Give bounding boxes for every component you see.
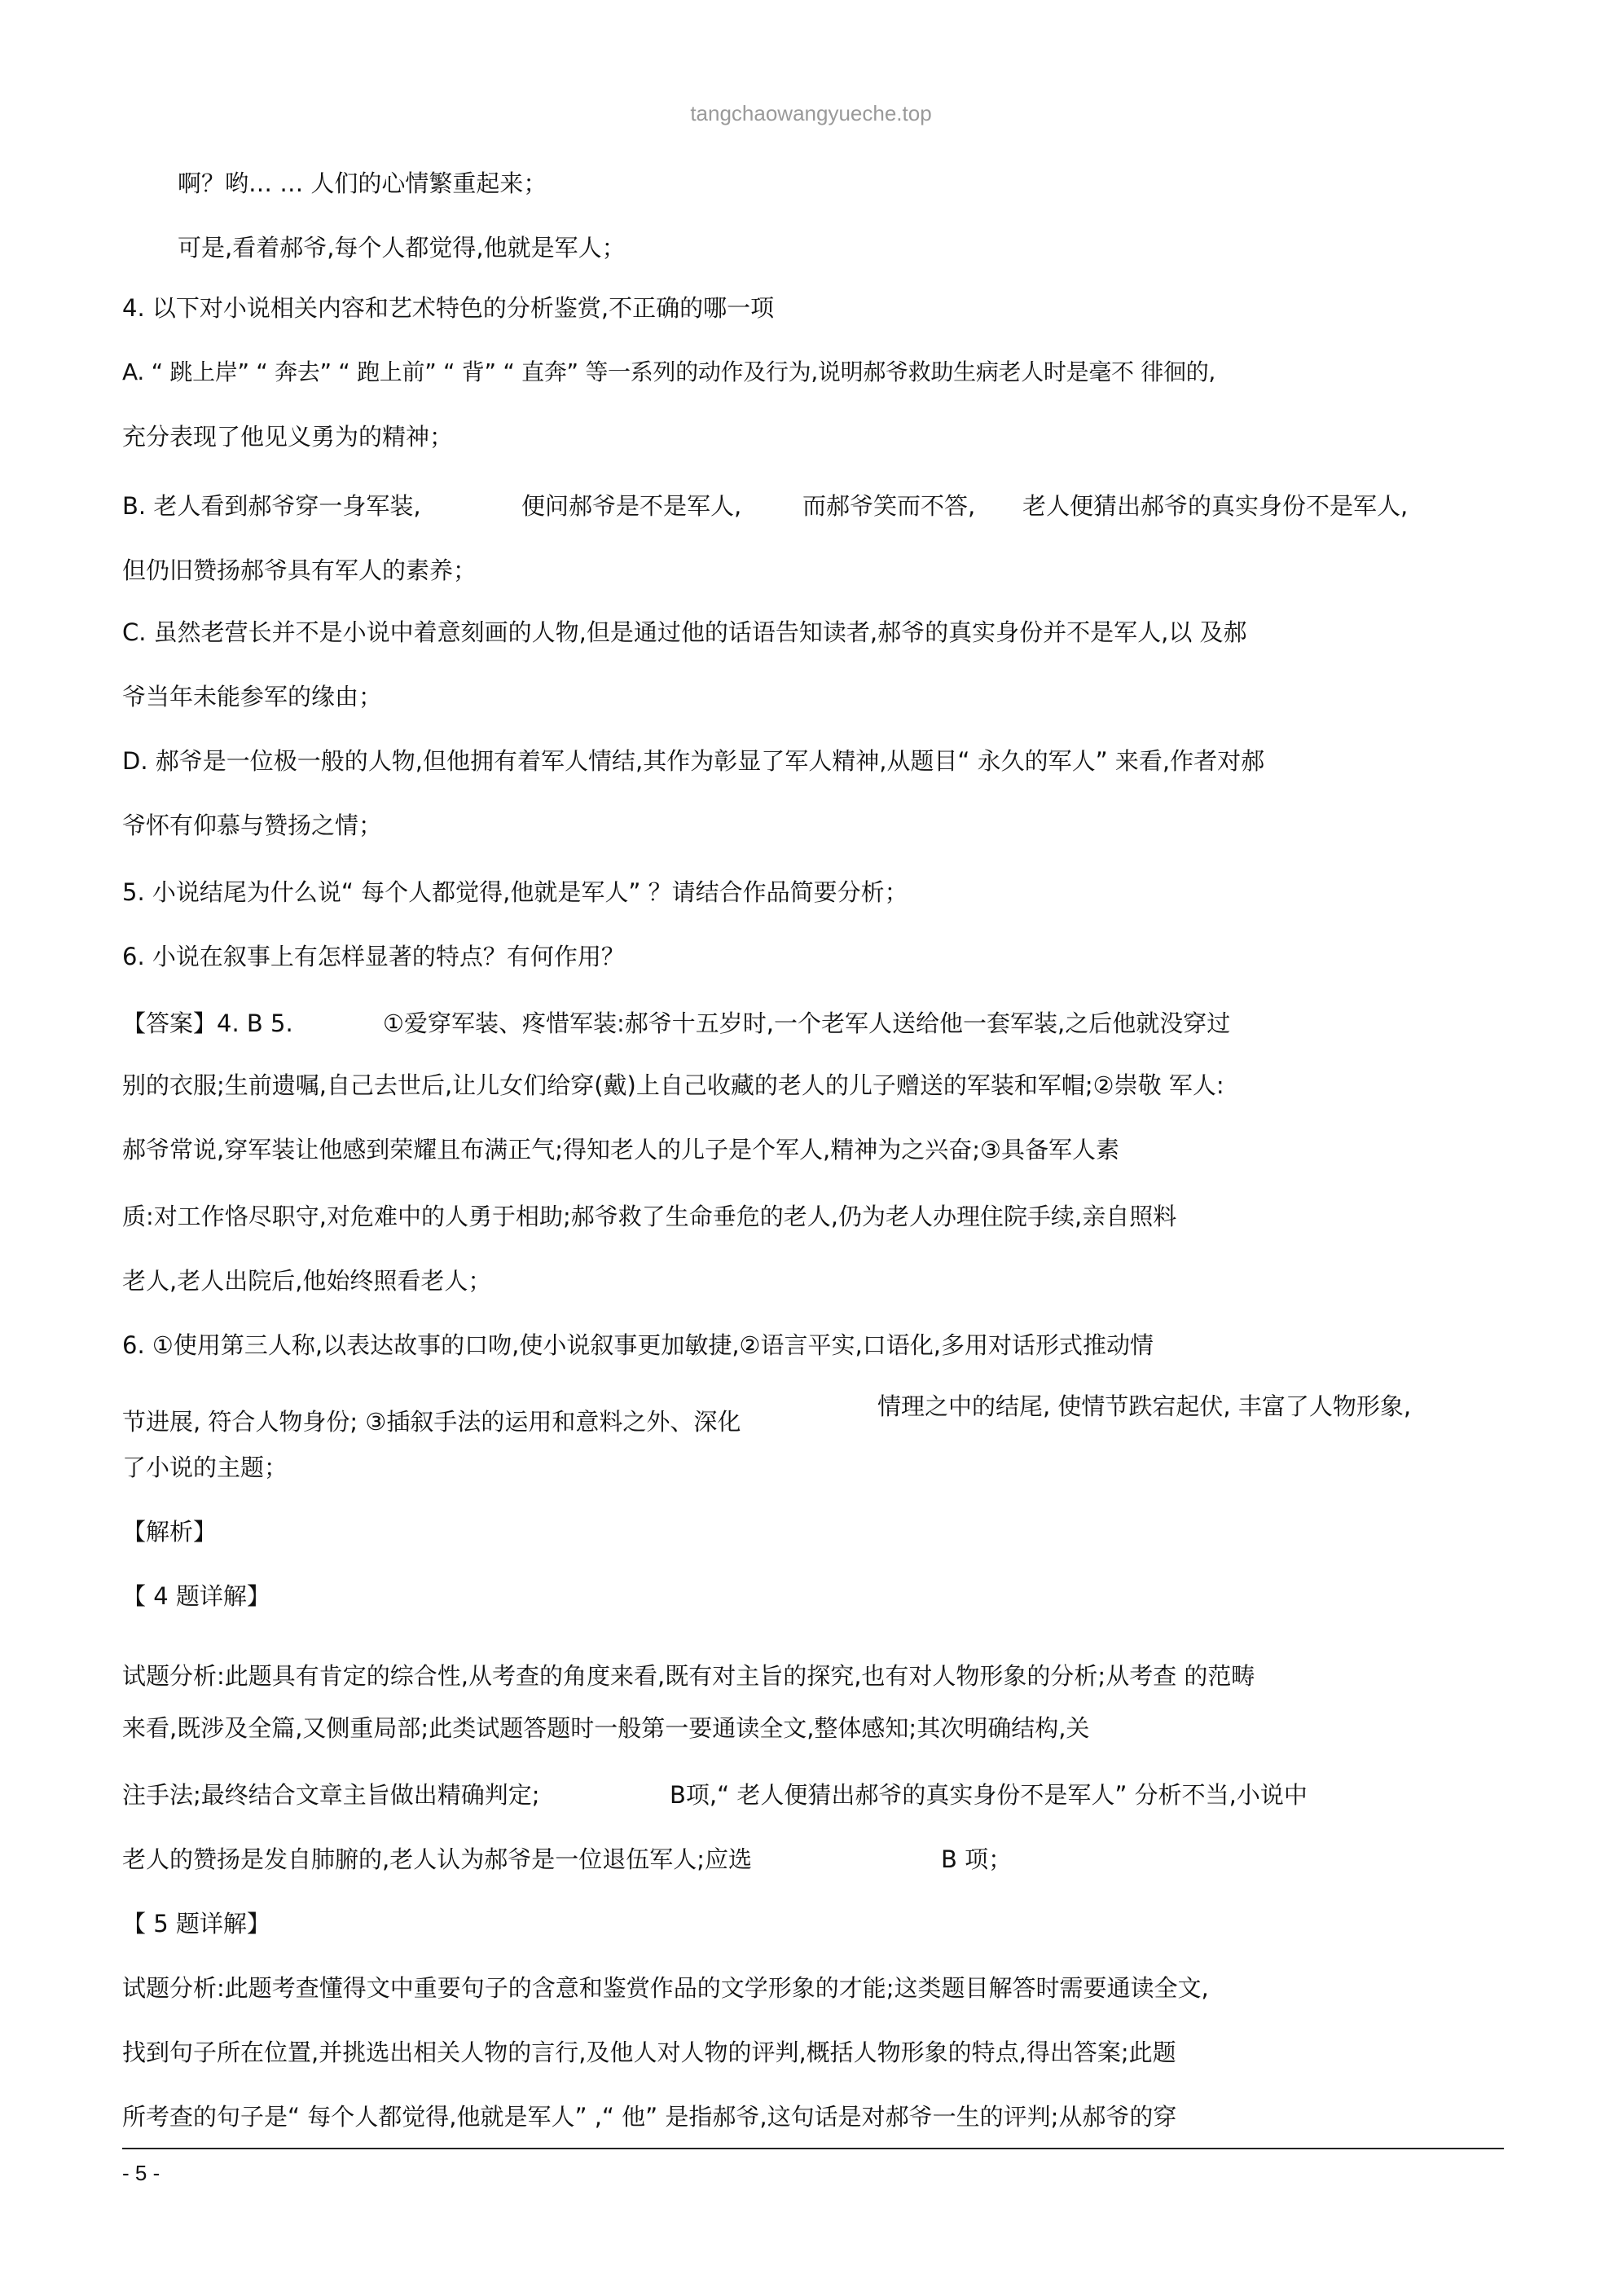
text-line: B项,“ 老人便猜出郝爷的真实身份不是军人” 分析不当,小说中 (670, 1781, 1308, 1809)
text-line: 别的衣服;生前遗嘱,自己去世后,让儿女们给穿(戴)上自己收藏的老人的儿子赠送的军装和军帽;②崇敬 军人: (122, 1071, 1224, 1099)
page-header-url: tangchaowangyueche.top (690, 101, 932, 125)
question-4: 4. 以下对小说相关内容和艺术特色的分析鉴赏,不正确的哪一项 (122, 294, 775, 322)
text-line: B 项； (941, 1845, 1013, 1873)
text-line: 爷怀有仰慕与赞扬之情； (122, 812, 383, 839)
text-line: 而郝爷笑而不答, (802, 492, 976, 520)
text-line: 老人便猜出郝爷的真实身份不是军人, (1022, 492, 1409, 520)
text-line: 老人的赞扬是发自肺腑的,老人认为郝爷是一位退伍军人;应选 (122, 1845, 752, 1873)
text-line: 爷当年未能参军的缘由； (122, 683, 383, 710)
option-c: C. 虽然老营长并不是小说中着意刻画的人物,但是通过他的话语告知读者,郝爷的真实身份并不是军人,以 及郝 (122, 618, 1247, 646)
answer-heading: 【答案】4. B 5. (122, 1009, 293, 1037)
option-d: D. 郝爷是一位极一般的人物,但他拥有着军人情结,其作为彰显了军人精神,从题目“ 永久的军人” 来看,作者对郝 (122, 747, 1265, 775)
text-line: 情理之中的结尾, 使情节跌宕起伏, 丰富了人物形象, (877, 1392, 1412, 1420)
question-5: 5. 小说结尾为什么说“ 每个人都觉得,他就是军人” ？请结合作品简要分析； (122, 878, 908, 906)
analysis-heading: 【解析】 (122, 1518, 218, 1546)
q4-detail-heading: 【 4 题详解】 (122, 1582, 270, 1610)
text-line: 了小说的主题； (122, 1454, 288, 1481)
text-line: 注手法;最终结合文章主旨做出精确判定; (122, 1781, 540, 1809)
option-a: A. “ 跳上岸” “ 奔去” “ 跑上前” “ 背” “ 直奔” 等一系列的动作及行为,说明郝爷救助生病老人时是毫不 徘徊的, (122, 358, 1216, 385)
text-line: 便问郝爷是不是军人, (521, 492, 742, 520)
question-6: 6. 小说在叙事上有怎样显著的特点？有何作用？ (122, 943, 625, 970)
text-line: 郝爷常说,穿军装让他感到荣耀且布满正气;得知老人的儿子是个军人,精神为之兴奋;③具备军人素 (122, 1136, 1119, 1163)
text-line: 所考查的句子是“ 每个人都觉得,他就是军人” ,“ 他” 是指郝爷,这句话是对郝爷一生的评判;从郝爷的穿 (122, 2103, 1177, 2131)
text-line: 啊？哟… … 人们的心情繁重起来； (178, 169, 547, 197)
q5-detail-heading: 【 5 题详解】 (122, 1910, 270, 1938)
text-line: ①爱穿军装、疼惜军装:郝爷十五岁时,一个老军人送给他一套军装,之后他就没穿过 (383, 1009, 1231, 1037)
text-line: 节进展, 符合人物身份; ③插叙手法的运用和意料之外、深化 (122, 1408, 741, 1436)
option-b: B. 老人看到郝爷穿一身军装, (122, 492, 421, 520)
answer-6: 6. ①使用第三人称,以表达故事的口吻,使小说叙事更加敏捷,②语言平实,口语化,多用对话形式推动情 (122, 1331, 1154, 1359)
text-line: 找到句子所在位置,并挑选出相关人物的言行,及他人对人物的评判,概括人物形象的特点,得出答案;此题 (122, 2039, 1176, 2066)
text-line: 但仍旧赞扬郝爷具有军人的素养； (122, 556, 477, 584)
text-line: 试题分析:此题考查懂得文中重要句子的含意和鉴赏作品的文学形象的才能;这类题目解答时需要通读全文, (122, 1974, 1209, 2002)
footer-rule (122, 2148, 1504, 2149)
text-line: 试题分析:此题具有肯定的综合性,从考查的角度来看,既有对主旨的探究,也有对人物形象的分析;从考查 的范畴 (122, 1662, 1255, 1690)
text-line: 充分表现了他见义勇为的精神； (122, 423, 454, 451)
text-line: 老人,老人出院后,他始终照看老人； (122, 1267, 492, 1295)
text-line: 来看,既涉及全篇,又侧重局部;此类试题答题时一般第一要通读全文,整体感知;其次明确结构,关 (122, 1714, 1090, 1742)
page-number: - 5 - (122, 2161, 160, 2185)
text-line: 质:对工作恪尽职守,对危难中的人勇于相助;郝爷救了生命垂危的老人,仍为老人办理住院手续,亲自照料 (122, 1203, 1177, 1230)
text-line: 可是,看着郝爷,每个人都觉得,他就是军人； (178, 234, 626, 262)
